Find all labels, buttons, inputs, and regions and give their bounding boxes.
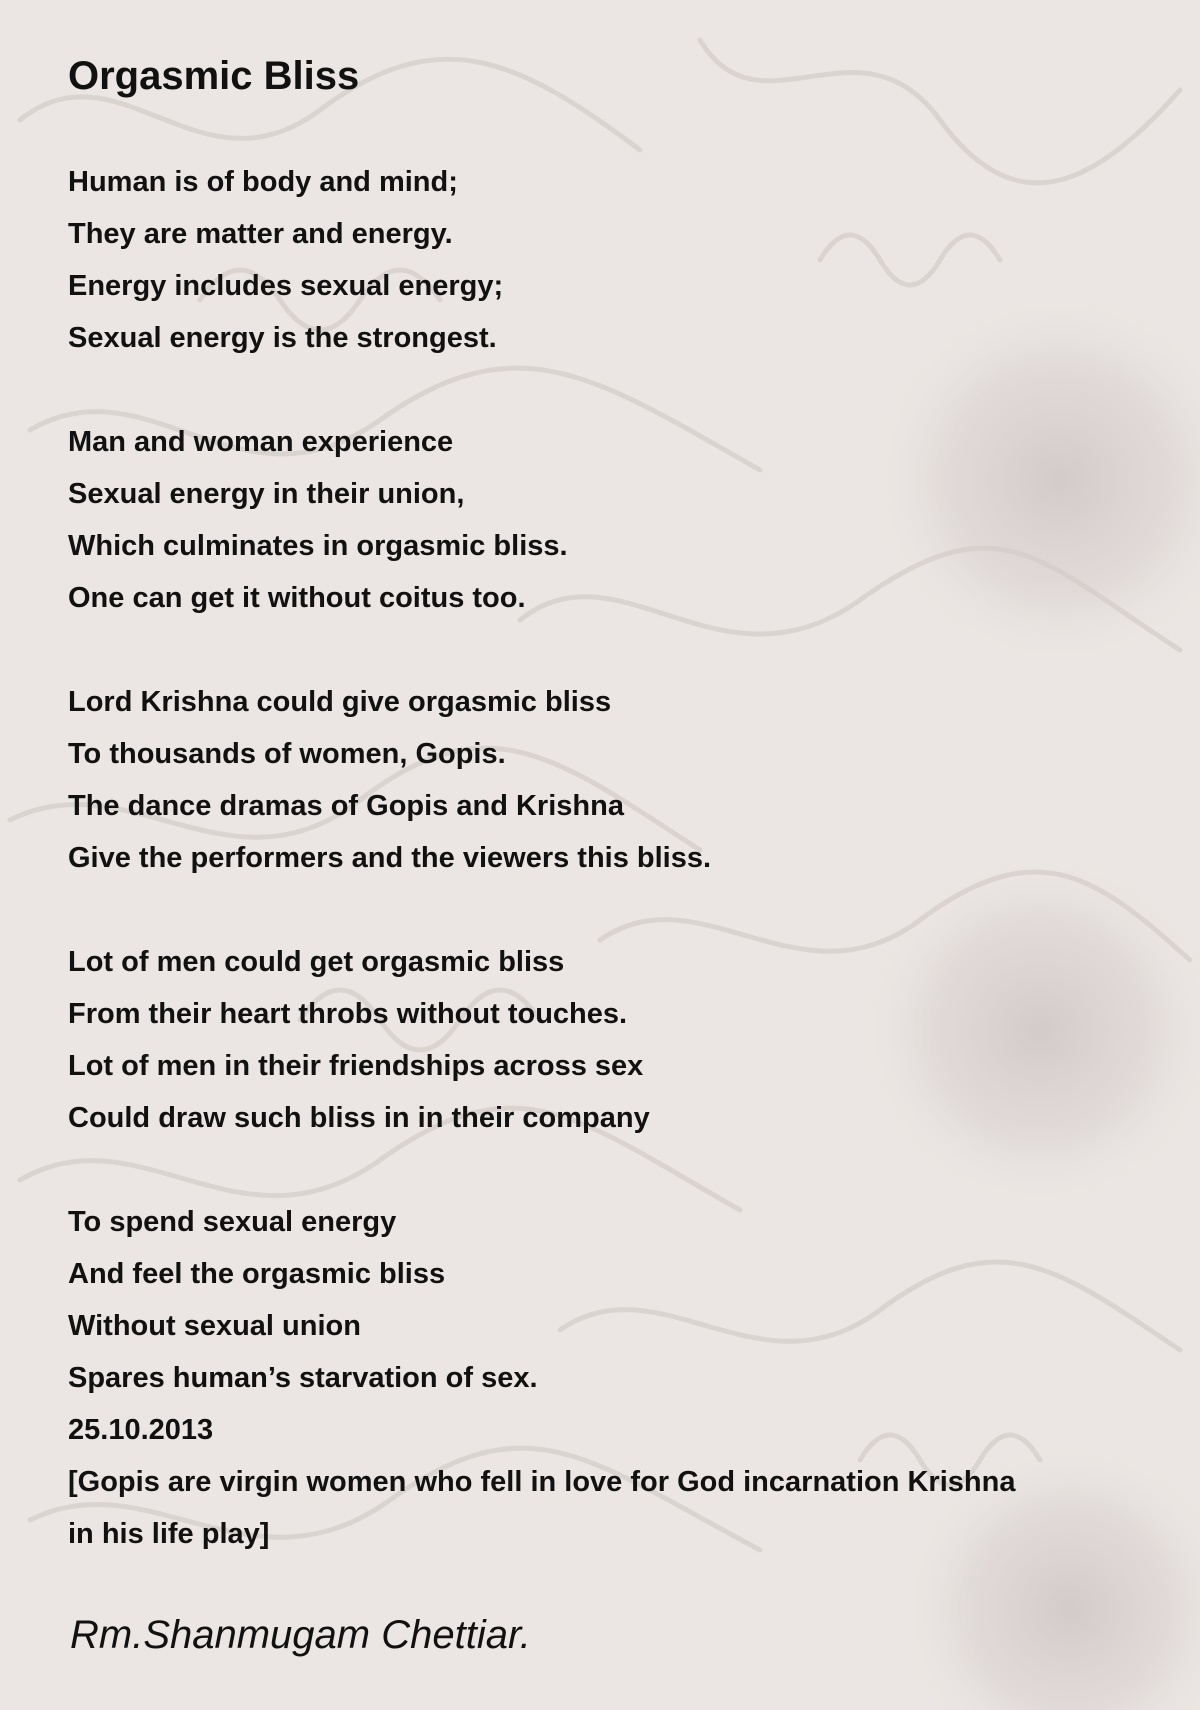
poem-line: Could draw such bliss in in their company xyxy=(68,1102,650,1134)
poem-line: Energy includes sexual energy; xyxy=(68,270,504,302)
poem-line: Sexual energy is the strongest. xyxy=(68,322,497,354)
poem-line: Which culminates in orgasmic bliss. xyxy=(68,530,568,562)
poem-line: Man and woman experience xyxy=(68,426,454,458)
poem xyxy=(68,52,1148,1560)
stanza xyxy=(68,936,1148,1144)
poem-author: Rm.Shanmugam Chettiar. xyxy=(70,1613,531,1657)
stanza xyxy=(68,676,1148,884)
poem-line: Lord Krishna could give orgasmic bliss xyxy=(68,686,612,718)
poem-line: Lot of men could get orgasmic bliss xyxy=(68,946,565,978)
poem-line: Give the performers and the viewers this bliss. xyxy=(68,842,712,874)
poem-note: in his life play] xyxy=(68,1518,270,1550)
poem-title: Orgasmic Bliss xyxy=(68,54,360,98)
poem-note: [Gopis are virgin women who fell in love for God incarnation Krishna xyxy=(68,1466,1016,1498)
poem-line: Sexual energy in their union, xyxy=(68,478,465,510)
poem-line: To thousands of women, Gopis. xyxy=(68,738,506,770)
poem-line: Lot of men in their friendships across sex xyxy=(68,1050,644,1082)
poem-line: Human is of body and mind; xyxy=(68,166,458,198)
poem-line: From their heart throbs without touches. xyxy=(68,998,628,1030)
poem-line: To spend sexual energy xyxy=(68,1206,397,1238)
poem-line: The dance dramas of Gopis and Krishna xyxy=(68,790,624,822)
poem-date: 25.10.2013 xyxy=(68,1414,214,1446)
stanza xyxy=(68,1196,1148,1560)
poem-line: They are matter and energy. xyxy=(68,218,453,250)
poem-line: And feel the orgasmic bliss xyxy=(68,1258,446,1290)
poem-line: Without sexual union xyxy=(68,1310,361,1342)
poem-line: One can get it without coitus too. xyxy=(68,582,526,614)
stanza xyxy=(68,416,1148,624)
poem-line: Spares human’s starvation of sex. xyxy=(68,1362,538,1394)
stanza xyxy=(68,156,1148,364)
